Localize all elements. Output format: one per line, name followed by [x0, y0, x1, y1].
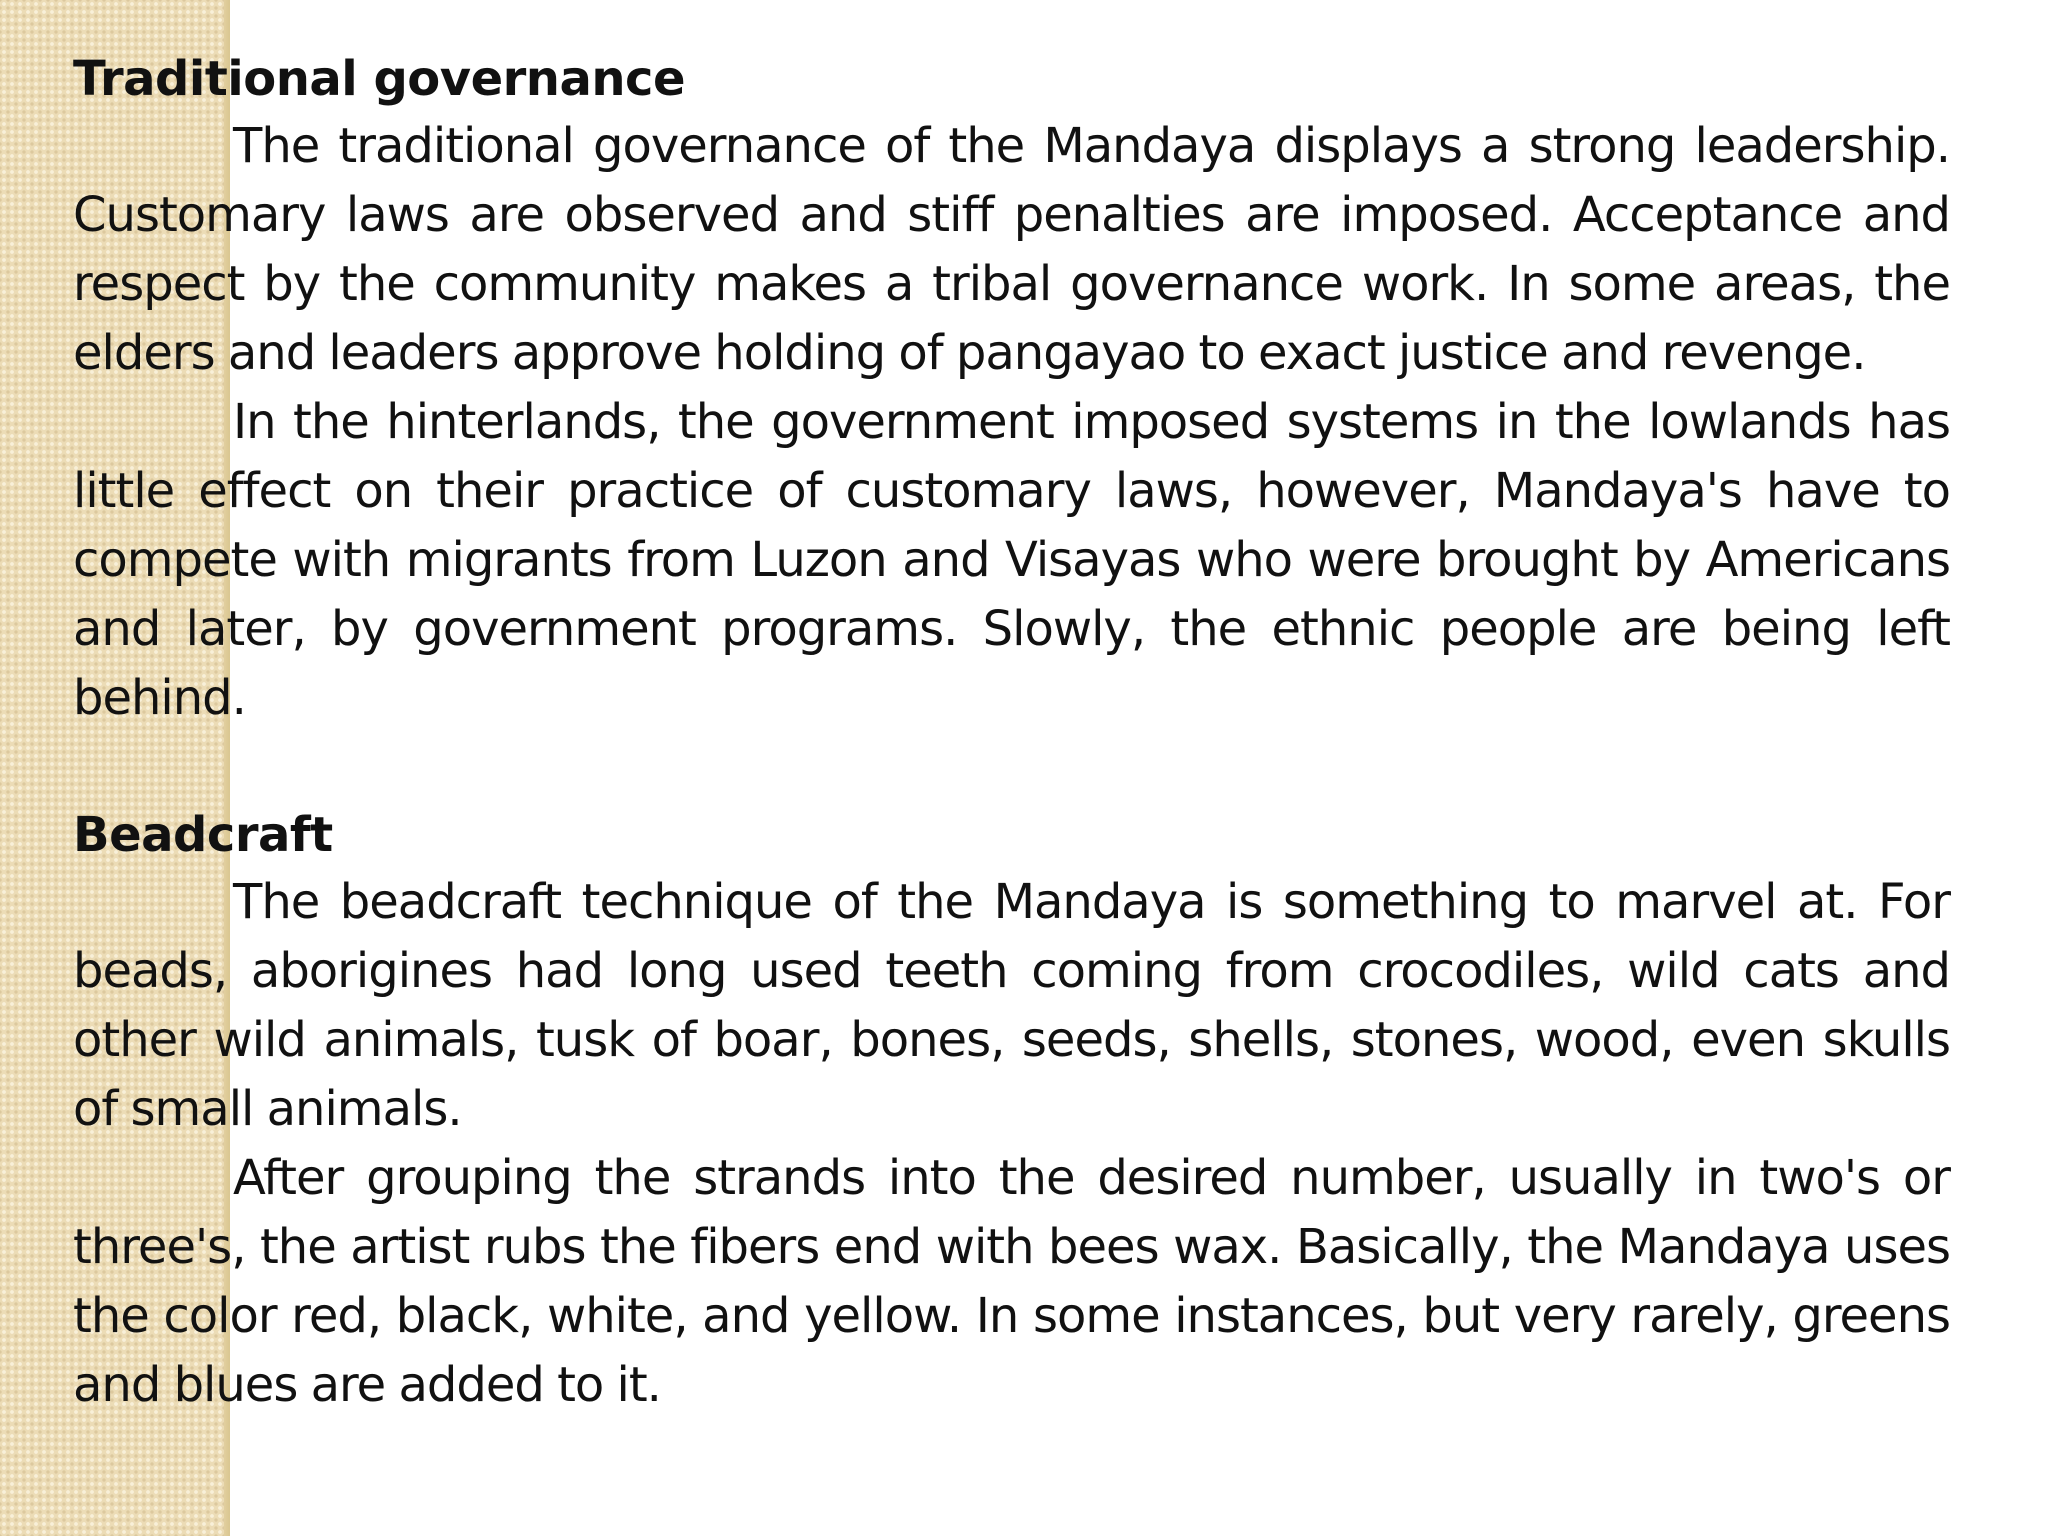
section-paragraph: The beadcraft technique of the Mandaya is something to marvel at. For beads, aborigines had long used teeth coming from crocodiles, wild cats and other wild animals, tusk of boar, bones, seeds, shells, stones, wood, even skulls of small animals.: [73, 874, 1950, 1137]
section-spacer: [73, 733, 1950, 802]
section-paragraph: The traditional governance of the Mandaya displays a strong leadership. Customary laws are observed and stiff penalties are imposed. Acceptance and respect by the community makes a tribal governance work. In some areas, the elders and leaders approve holding of pangayao to exact justice and revenge.: [73, 118, 1950, 381]
section-heading: Traditional governance: [73, 51, 686, 107]
section-heading: Beadcraft: [73, 807, 333, 863]
slide-content: [73, 46, 1950, 1420]
section-paragraph: In the hinterlands, the government imposed systems in the lowlands has little effect on their practice of customary laws, however, Mandaya's have to compete with migrants from Luzon and Visayas who were brought by Americans and later, by government programs. Slowly, the ethnic people are being left behind.: [73, 394, 1950, 726]
section-paragraph: After grouping the strands into the desired number, usually in two's or three's, the artist rubs the fibers end with bees wax. Basically, the Mandaya uses the color red, black, white, and yellow. In some instances, but very rarely, greens and blues are added to it.: [73, 1150, 1950, 1413]
section-beadcraft: [73, 802, 1950, 1420]
section-traditional-governance: [73, 46, 1950, 733]
